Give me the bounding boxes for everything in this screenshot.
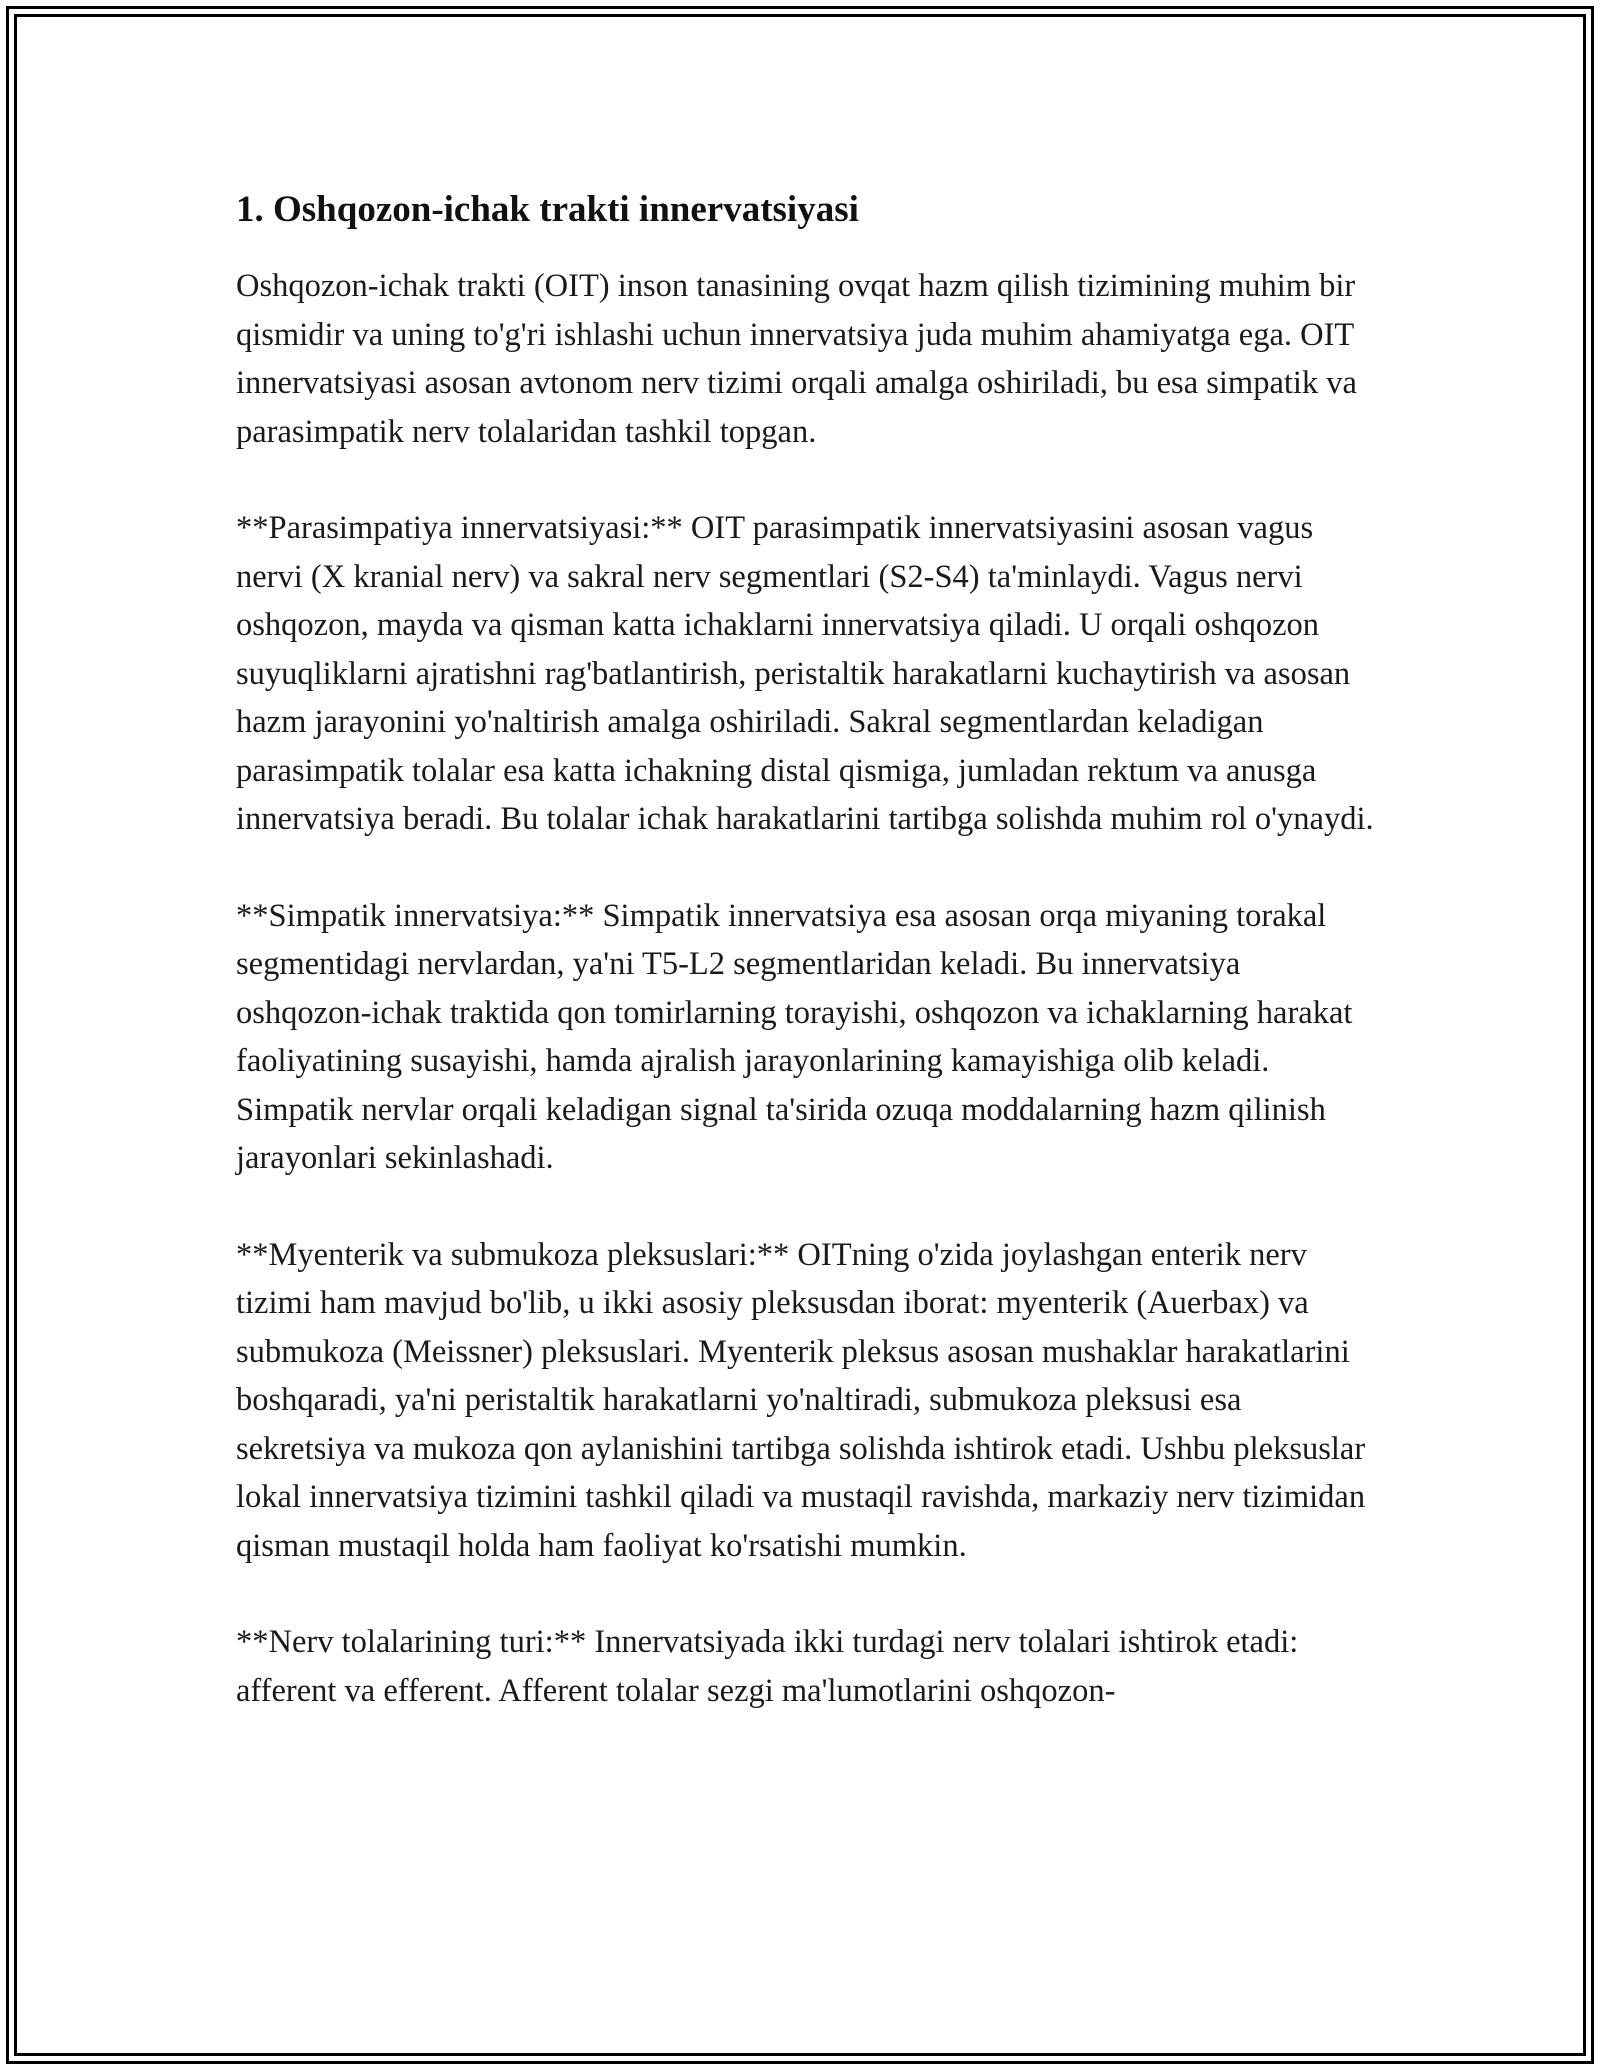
document-body	[236, 186, 1376, 1763]
paragraph-nerve-fibers: **Nerv tolalarining turi:** Innervatsiyada ikki turdagi nerv tolalari ishtirok etadi: afferent va efferent. Afferent tolalar sezgi ma'lumotlarini oshqozon-	[236, 1624, 1299, 1709]
paragraph-parasympathetic: **Parasimpatiya innervatsiyasi:** OIT parasimpatik innervatsiyasini asosan vagus nervi (X kranial nerv) va sakral nerv segmentlari (S2-S4) ta'minlaydi. Vagus nervi oshqozon, mayda va qisman katta ichaklarni innervatsiya qiladi. U orqali oshqozon suyuqliklarni ajratishni rag'batlantirish, peristaltik harakatlarni kuchaytirish va asosan hazm jarayonini yo'naltirish amalga oshiriladi. Sakral segmentlardan keladigan parasimpatik tolalar esa katta ichakning distal qismiga, jumladan rektum va anusga innervatsiya beradi. Bu tolalar ichak harakatlarini tartibga solishda muhim rol o'ynaydi.	[236, 510, 1374, 838]
section-title: 1. Oshqozon-ichak trakti innervatsiyasi	[236, 189, 859, 230]
paragraph-plexuses: **Myenterik va submukoza pleksuslari:** OITning o'zida joylashgan enterik nerv tizimi ham mavjud bo'lib, u ikki asosiy pleksusdan iborat: myenterik (Auerbax) va submukoza (Meissner) pleksuslari. Myenterik pleksus asosan mushaklar harakatlarini boshqaradi, ya'ni peristaltik harakatlarni yo'naltiradi, submukoza pleksusi esa sekretsiya va mukoza qon aylanishini tartibga solishda ishtirok etadi. Ushbu pleksuslar lokal innervatsiya tizimini tashkil qiladi va mustaqil ravishda, markaziy nerv tizimidan qisman mustaqil holda ham faoliyat ko'rsatishi mumkin.	[236, 1236, 1366, 1564]
paragraph-sympathetic: **Simpatik innervatsiya:** Simpatik innervatsiya esa asosan orqa miyaning torakal segmentidagi nervlardan, ya'ni T5-L2 segmentlaridan keladi. Bu innervatsiya oshqozon-ichak traktida qon tomirlarning torayishi, oshqozon va ichaklarning harakat faoliyatining susayishi, hamda ajralish jarayonlarining kamayishiga olib keladi. Simpatik nervlar orqali keladigan signal ta'sirida ozuqa moddalarning hazm qilinish jarayonlari sekinlashadi.	[236, 897, 1353, 1177]
paragraph-intro: Oshqozon-ichak trakti (OIT) inson tanasining ovqat hazm qilish tizimining muhim bir qismidir va uning to'g'ri ishlashi uchun innervatsiya juda muhim ahamiyatga ega. OIT innervatsiyasi asosan avtonom nerv tizimi orqali amalga oshiriladi, bu esa simpatik va parasimpatik nerv tolalaridan tashkil topgan.	[236, 268, 1357, 450]
